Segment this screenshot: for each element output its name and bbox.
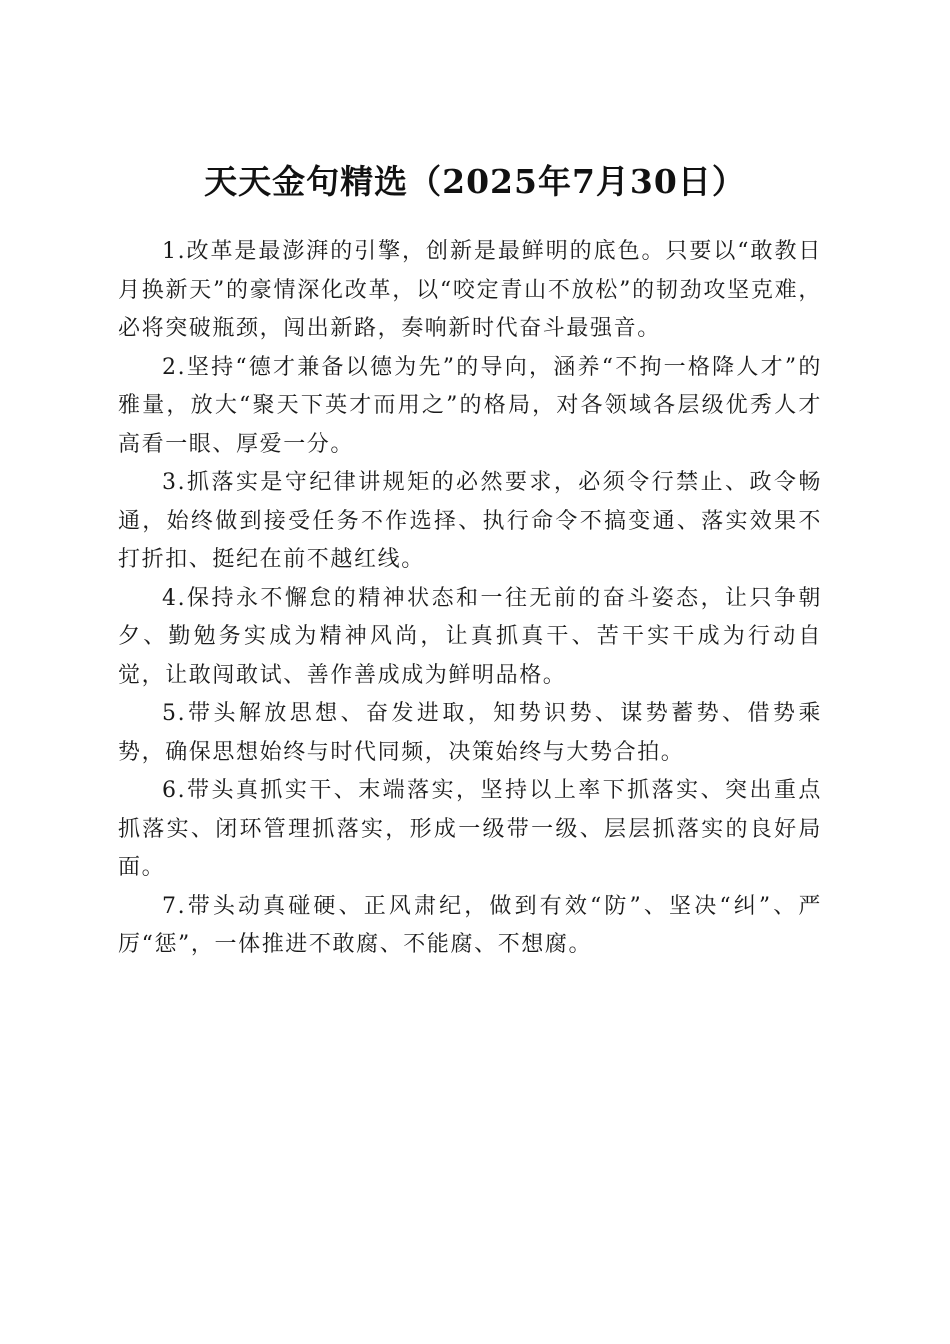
paragraph-7: 7.带头动真碰硬、正风肃纪，做到有效“防”、坚决“纠”、严厉“惩”，一体推进不敢腐、不能腐、不想腐。 [118, 893, 822, 957]
paragraph-3: 3.抓落实是守纪律讲规矩的必然要求，必须令行禁止、政令畅通，始终做到接受任务不作选择、执行命令不搞变通、落实效果不打折扣、挺纪在前不越红线。 [118, 470, 822, 572]
document-body [118, 233, 822, 965]
page-title: 天天金句精选（2025年7月30日） [204, 162, 746, 202]
paragraph-4: 4.保持永不懈怠的精神状态和一往无前的奋斗姿态，让只争朝夕、勤勉务实成为精神风尚，让真抓真干、苦干实干成为行动自觉，让敢闯敢试、善作善成成为鲜明品格。 [118, 585, 822, 688]
paragraph-1: 1.改革是最澎湃的引擎，创新是最鲜明的底色。只要以“敢教日月换新天”的豪情深化改革，以“咬定青山不放松”的韧劲攻坚克难，必将突破瓶颈，闯出新路，奏响新时代奋斗最强音。 [118, 239, 822, 341]
paragraph-5: 5.带头解放思想、奋发进取，知势识势、谋势蓄势、借势乘势，确保思想始终与时代同频，决策始终与大势合拍。 [118, 701, 822, 765]
paragraph-2: 2.坚持“德才兼备以德为先”的导向，涵养“不拘一格降人才”的雅量，放大“聚天下英才而用之”的格局，对各领域各层级优秀人才高看一眼、厚爱一分。 [118, 354, 822, 457]
paragraph-6: 6.带头真抓实干、末端落实，坚持以上率下抓落实、突出重点抓落实、闭环管理抓落实，形成一级带一级、层层抓落实的良好局面。 [118, 778, 822, 880]
